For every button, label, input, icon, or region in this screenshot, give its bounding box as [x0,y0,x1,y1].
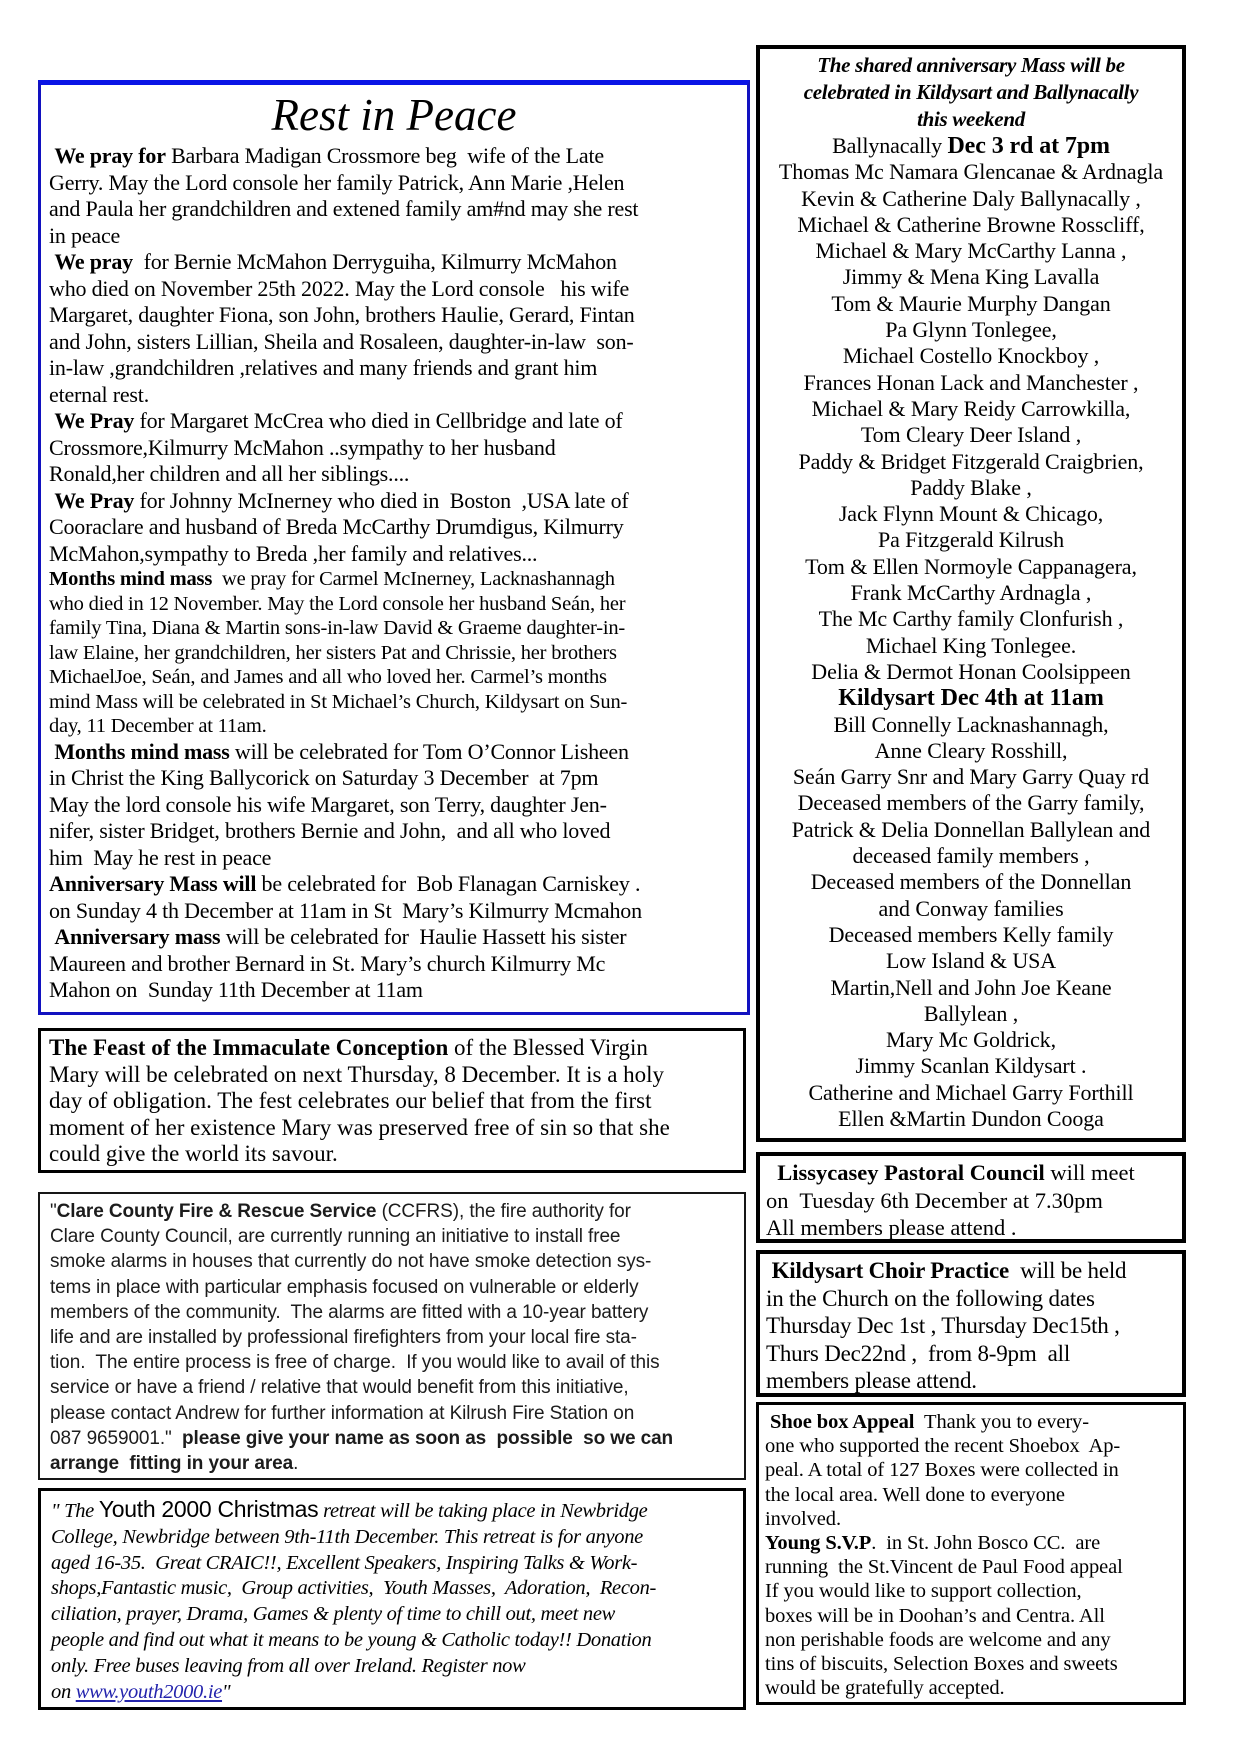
text-line: Thursday Dec 1st , Thursday Dec15th , [766,1313,1120,1338]
text-line: law Elaine, her grandchildren, her sisters Pat and Chrissie, her brothers [49,641,617,664]
text-line: Jimmy & Mena King Lavalla [842,264,1100,290]
text-line: on www.youth2000.ie" [51,1680,231,1703]
text-line: Cooraclare and husband of Breda McCarthy Drumdigus, Kilmurry [49,514,624,539]
text-line: on Sunday 4 th December at 11am in St Mary’s Kilmurry Mcmahon [49,897,642,923]
text-line: this weekend [917,107,1025,131]
text-line: peal. A total of 127 Boxes were collected in [765,1459,1119,1482]
text-line: smoke alarms in houses that currently do not have smoke detection sys- [50,1251,652,1273]
text-line: Anniversary mass will be celebrated for Haulie Hassett his sister [54,924,627,949]
shoebox-svp-text [765,1410,1177,1700]
feast-text [49,1035,735,1168]
text-line: Kildysart Dec 4th at 11am [838,685,1104,712]
fire-service-text [50,1199,734,1476]
text-line: Low Island & USA [885,948,1057,974]
text-line: We pray for Bernie McMahon Derryguiha, Kilmurry McMahon [54,249,617,274]
text-line: Michael Costello Knockboy , [842,343,1100,369]
text-line: Ballylean , [923,1000,1019,1026]
text-line: non perishable foods are welcome and any [765,1628,1111,1651]
text-line: ciliation, prayer, Drama, Games & plenty of time to chill out, meet new [51,1603,616,1626]
text-line: Michael & Mary McCarthy Lanna , [815,238,1127,264]
text-line: Maureen and brother Bernard in St. Mary’s church Kilmurry Mc [49,950,606,976]
text-line: members please attend. [766,1368,977,1393]
text-line: Mahon on Sunday 11th December at 11am [49,977,423,1002]
text-line: involved. [765,1507,841,1530]
rip-months-mind-paragraph [49,567,739,739]
text-line: Bill Connelly Lacknashannagh, [833,711,1109,737]
text-line: Tom & Maurie Murphy Dangan [831,290,1111,316]
text-line: family Tina, Diana & Martin sons-in-law David & Graeme daughter-in- [49,617,626,639]
text-line: Anniversary Mass will be celebrated for Bob Flanagan Carniskey . [49,871,641,896]
text-line: in peace [49,222,121,248]
text-line: Mary will be celebrated on next Thursday, 8 December. It is a holy [49,1061,665,1087]
text-line: Crossmore,Kilmurry McMahon ..sympathy to her husband [49,434,556,460]
text-line: Jimmy Scanlan Kildysart . [855,1053,1087,1079]
text-line: If you would like to support collection, [765,1580,1082,1603]
choir-text [766,1257,1176,1395]
text-line: " The Youth 2000 Christmas retreat will be taking place in Newbridge [51,1496,648,1522]
text-line: College, Newbridge between 9th-11th December. This retreat is for anyone [51,1525,643,1548]
kildysart-choir-practice-box [756,1250,1186,1397]
text-line: Months mind mass we pray for Carmel McInerney, Lacknashannagh [49,568,615,590]
text-line: could give the world its savour. [49,1141,338,1166]
text-line: aged 16-35. Great CRAIC!!, Excellent Speakers, Inspiring Talks & Work- [51,1551,638,1574]
shared-mass-names-list [764,133,1178,1132]
text-line: Pa Glynn Tonlegee, [885,317,1057,343]
rest-in-peace-box [38,80,750,1015]
text-line: would be gratefully accepted. [765,1677,1005,1700]
text-line: who died in 12 November. May the Lord console her husband Seán, her [49,592,626,615]
text-line: tems in place with particular emphasis focused on vulnerable or elderly [50,1276,639,1298]
text-line: Ellen &Martin Dundon Cooga [838,1105,1104,1131]
text-line: in Christ the King Ballycorick on Saturday 3 December at 7pm [49,765,599,790]
text-line: Paddy & Bridget Fitzgerald Craigbrien, [798,448,1144,474]
text-line: life and are installed by professional firefighters from your local fire sta- [50,1327,637,1349]
text-line: Clare County Council, are currently running an initiative to install free [50,1226,621,1248]
shared-mass-heading [764,52,1178,133]
text-line: who died on November 25th 2022. May the Lord console his wife [49,275,630,301]
text-line: Gerry. May the Lord console her family Patrick, Ann Marie ,Helen [49,169,625,195]
text-line: All members please attend . [766,1215,1017,1240]
text-line: Margaret, daughter Fiona, son John, brothers Haulie, Gerard, Fintan [49,302,635,327]
text-line: on Tuesday 6th December at 7.30pm [766,1187,1103,1213]
text-line: We Pray for Margaret McCrea who died in Cellbridge and late of [54,408,623,433]
text-line: Ballynacally Dec 3 rd at 7pm [832,133,1110,159]
text-line: Kevin & Catherine Daly Ballynacally , [801,185,1141,211]
text-line: The shared anniversary Mass will be [817,53,1125,77]
text-line: day, 11 December at 11am. [49,715,267,737]
text-line: Young S.V.P. in St. John Bosco CC. are [765,1532,1101,1555]
text-line: boxes will be in Doohan’s and Centra. All [765,1604,1105,1627]
text-line: Patrick & Delia Donnellan Ballylean and [791,816,1151,842]
text-line: in the Church on the following dates [766,1285,1095,1311]
text-line: Tom & Ellen Normoyle Cappanagera, [805,553,1137,579]
text-line: shops,Fantastic music, Group activities, Youth Masses, Adoration, Recon- [51,1577,657,1600]
text-line: service or have a friend / relative that would benefit from this initiative, [50,1377,629,1399]
shared-anniversary-mass-box [756,45,1186,1142]
text-line: in-law ,grandchildren ,relatives and many friends and grant him [49,355,598,380]
text-line: Mary Mc Goldrick, [886,1027,1056,1053]
text-line: Pa Fitzgerald Kilrush [877,527,1065,553]
lissycasey-text [766,1159,1176,1242]
text-line: Shoe box Appeal Thank you to every- [770,1411,1089,1433]
text-line: and Conway families [878,895,1064,921]
text-line: The Feast of the Immaculate Conception of the Blessed Virgin [49,1035,648,1060]
text-line: Catherine and Michael Garry Forthill [808,1079,1134,1105]
text-line: Thurs Dec22nd , from 8-9pm all [766,1340,1071,1366]
text-line: moment of her existence Mary was preserved free of sin so that she [49,1114,670,1140]
text-line: one who supported the recent Shoebox Ap- [765,1435,1121,1458]
text-line: day of obligation. The fest celebrates our belief that from the first [49,1088,652,1113]
text-line: Deceased members of the Garry family, [797,790,1145,816]
text-line: Frances Honan Lack and Manchester , [803,369,1139,395]
feast-immaculate-conception-box [38,1028,746,1173]
text-line: the local area. Well done to everyone [765,1483,1065,1506]
text-line: Deceased members Kelly family [828,921,1114,947]
text-line: running the St.Vincent de Paul Food appeal [765,1556,1123,1579]
text-line: only. Free buses leaving from all over Ireland. Register now [51,1654,526,1677]
text-line: nifer, sister Bridget, brothers Bernie and John, and all who loved [49,818,611,843]
rip-paragraphs-bottom [49,739,739,1004]
text-line: Lissycasey Pastoral Council will meet [777,1160,1135,1185]
lissycasey-pastoral-council-box [756,1152,1186,1243]
text-line: Martin,Nell and John Joe Keane [830,974,1112,1000]
text-line: mind Mass will be celebrated in St Michael’s Church, Kildysart on Sun- [49,690,628,713]
text-line: and Paula her grandchildren and extened family am#nd may she rest [49,196,639,221]
text-line: members of the community. The alarms are fitted with a 10-year battery [50,1301,649,1323]
text-line: eternal rest. [49,381,150,407]
text-line: please contact Andrew for further information at Kilrush Fire Station on [50,1402,635,1424]
text-line: We Pray for Johnny McInerney who died in Boston ,USA late of [54,487,629,513]
text-line: We pray for Barbara Madigan Crossmore beg wife of the Late [54,143,604,168]
youth-2000-christmas-label: Youth 2000 Christmas [98,1496,319,1522]
text-line: tins of biscuits, Selection Boxes and sweets [765,1653,1118,1676]
text-line: 087 9659001." please give your name as soon as possible so we can [50,1427,674,1449]
text-line: "Clare County Fire & Rescue Service (CCFRS), the fire authority for [50,1201,631,1222]
youth-2000-retreat-box [38,1488,746,1710]
shoebox-appeal-svp-box [756,1402,1186,1705]
youth-2000-text [51,1497,733,1705]
rest-in-peace-title: Rest in Peace [271,90,517,140]
text-line: people and find out what it means to be young & Catholic today!! Donation [51,1628,652,1651]
text-line: and John, sisters Lillian, Sheila and Rosaleen, daughter-in-law son- [49,328,634,354]
text-line: Michael & Catherine Browne Rosscliff, [797,211,1145,237]
text-line: deceased family members , [852,843,1090,869]
text-line: Deceased members of the Donnellan [810,869,1132,895]
text-line: May the lord console his wife Margaret, son Terry, daughter Jen- [49,791,607,817]
fire-rescue-service-box [38,1192,746,1480]
text-line: Kildysart Choir Practice will be held [771,1258,1127,1283]
text-line: McMahon,sympathy to Breda ,her family and relatives... [49,540,538,566]
text-line: Jack Flynn Mount & Chicago, [838,501,1104,527]
text-line: arrange fitting in your area. [50,1453,299,1475]
text-line: Seán Garry Snr and Mary Garry Quay rd [792,764,1150,790]
text-line: Frank McCarthy Ardnagla , [850,580,1092,606]
text-line: Ronald,her children and all her siblings.... [49,461,410,486]
text-line: MichaelJoe, Seán, and James and all who loved her. Carmel’s months [49,666,607,688]
text-line: Paddy Blake , [910,474,1032,500]
text-line: Michael & Mary Reidy Carrowkilla, [811,395,1131,421]
text-line: Months mind mass will be celebrated for Tom O’Connor Lisheen [54,738,629,764]
text-line: Delia & Dermot Honan Coolsippeen [811,658,1131,684]
text-line: celebrated in Kildysart and Ballynacally [803,80,1139,104]
text-line: Michael King Tonlegee. [865,632,1077,658]
text-line: Thomas Mc Namara Glencanae & Ardnagla [778,159,1164,185]
rip-paragraphs-top [49,143,739,567]
text-line: tion. The entire process is free of charge. If you would like to avail of this [50,1352,660,1374]
text-line: Anne Cleary Rosshill, [874,737,1068,763]
text-line: Tom Cleary Deer Island , [860,422,1082,448]
text-line: The Mc Carthy family Clonfurish , [818,606,1124,632]
youth2000-link[interactable]: www.youth2000.ie [75,1680,223,1703]
text-line: him May he rest in peace [49,844,272,870]
